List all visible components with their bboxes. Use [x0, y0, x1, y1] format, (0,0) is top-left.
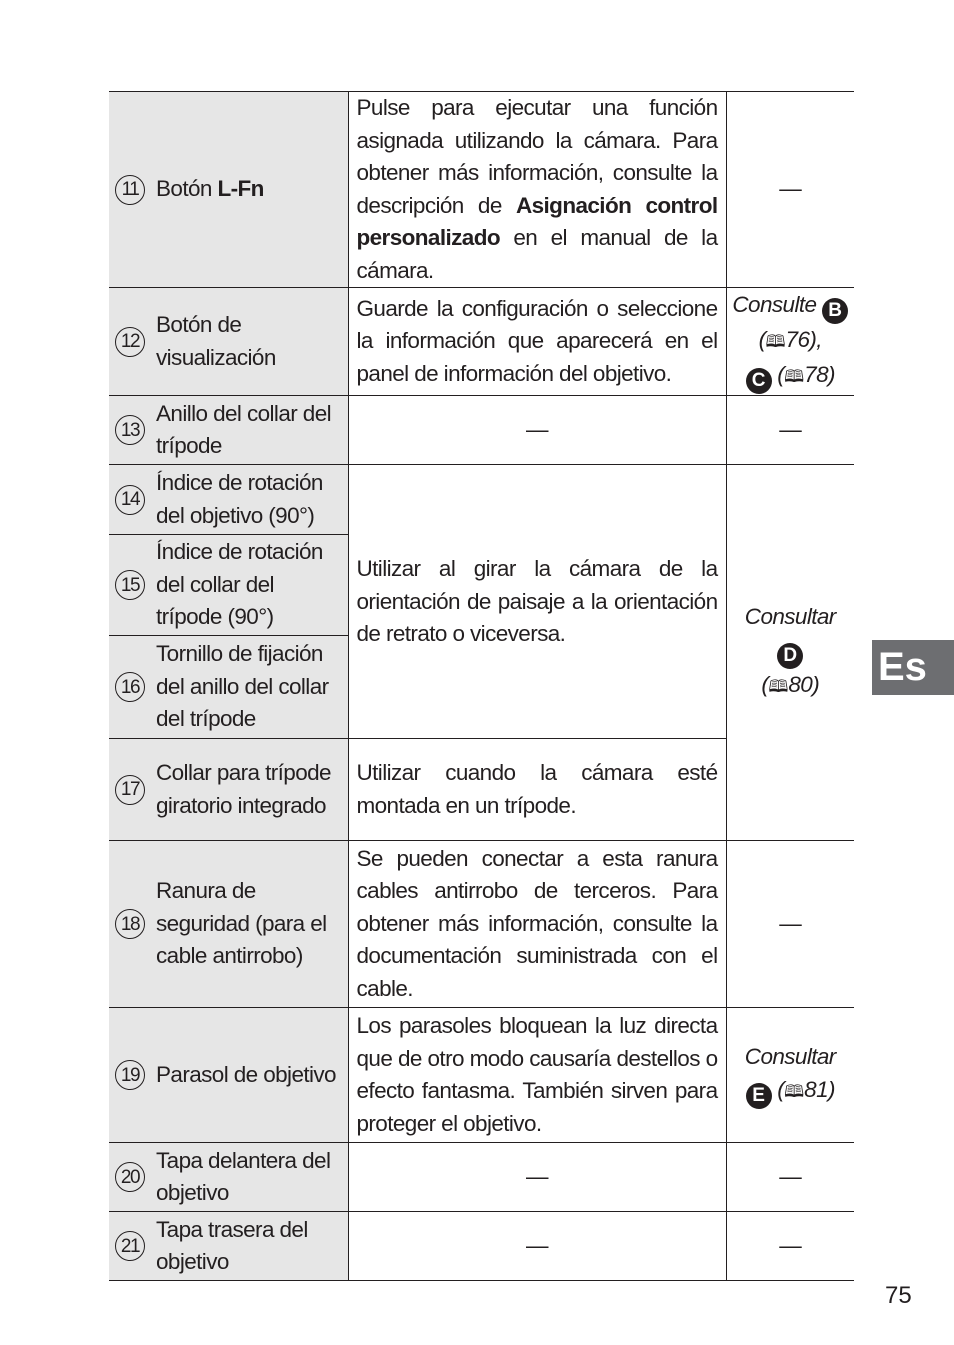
reference-text: Consulte: [732, 292, 817, 317]
part-description: Guarde la configuración o seleccione la información que aparecerá en el panel de información del objetivo.: [348, 288, 726, 396]
reference-cell: —: [726, 1143, 854, 1212]
button-name: L-Fn: [217, 176, 264, 202]
callout-number: 14: [115, 485, 145, 515]
table-row: [109, 396, 854, 465]
menu-item-name: Asignación control personalizado: [356, 192, 718, 250]
part-description: Utilizar al girar la cámara de la orientación de paisaje a la orientación de retrato o viceversa.: [348, 465, 726, 739]
part-description: Los parasoles bloquean la luz directa que de otro modo causaría destellos o efecto fantasma. También sirven para proteger el objetivo.: [348, 1008, 726, 1143]
part-name-cell: [109, 396, 348, 465]
book-icon: 🕮: [765, 332, 786, 352]
table-row: [109, 1143, 854, 1212]
part-label: Botón de visualización: [156, 312, 276, 370]
part-name-cell: [109, 535, 348, 636]
part-label: Parasol de objetivo: [156, 1061, 336, 1087]
table-row: [109, 288, 854, 396]
part-label: Índice de rotación del objetivo (90°): [156, 470, 323, 528]
part-label: Collar para trípode giratorio integrado: [156, 760, 331, 818]
callout-number: 20: [115, 1162, 145, 1192]
table-row: [109, 841, 854, 1008]
reference-page: 81: [804, 1076, 828, 1102]
reference-page: 78: [804, 361, 828, 387]
book-icon: 🕮: [768, 677, 789, 697]
part-label-text: Botón: [156, 176, 218, 202]
reference-cell: —: [726, 1212, 854, 1281]
part-name-cell: [109, 739, 348, 841]
part-label: Ranura de seguridad (para el cable antirrobo): [156, 878, 327, 969]
parts-table: [109, 91, 854, 1281]
part-description: —: [348, 396, 726, 465]
part-name-cell: [109, 1008, 348, 1143]
table-row: [109, 465, 854, 535]
part-description: —: [348, 1212, 726, 1281]
table-row: [109, 1008, 854, 1143]
reference-text: Consultar: [744, 604, 836, 630]
callout-number: 18: [115, 909, 145, 939]
part-label: Tapa trasera del objetivo: [156, 1216, 308, 1274]
section-badge-icon: E: [746, 1083, 772, 1109]
language-tab: Es: [872, 640, 954, 695]
part-label: Anillo del collar del trípode: [156, 400, 332, 458]
part-description: Se pueden conectar a esta ranura cables antirrobo de terceros. Para obtener más información, consulte la documentación suministrada con el cable.: [348, 841, 726, 1008]
callout-number: 21: [115, 1231, 145, 1261]
description-text-a: Pulse para ejecutar una función asignada utilizando la cámara. Para obtener más información, consulte la descripción de: [356, 95, 718, 218]
reference-cell: Consultar D (🕮80): [726, 465, 854, 841]
part-label: [156, 173, 348, 206]
reference-cell: —: [726, 396, 854, 465]
part-name-cell: [109, 636, 348, 739]
section-badge-icon: C: [746, 368, 772, 394]
callout-number: 15: [115, 570, 145, 600]
section-badge-icon: D: [777, 643, 803, 669]
part-name-cell: [109, 465, 348, 535]
page-number: 75: [885, 1282, 912, 1309]
reference-page: 76: [785, 327, 810, 353]
callout-number: 16: [115, 672, 145, 702]
callout-number: 17: [115, 775, 145, 805]
part-label: Índice de rotación del collar del trípode (90°): [156, 539, 323, 630]
section-badge-icon: B: [822, 298, 848, 324]
table-row: [109, 1212, 854, 1281]
reference-cell: —: [726, 841, 854, 1008]
reference-cell: Consulte B (🕮76), C (🕮78): [726, 288, 854, 396]
part-label: Tornillo de fijación del anillo del collar del trípode: [156, 641, 329, 732]
part-label: Tapa delantera del objetivo: [156, 1147, 331, 1205]
callout-number: 19: [115, 1060, 145, 1090]
part-name-cell: [109, 92, 348, 288]
part-name-cell: [109, 288, 348, 396]
part-description: —: [348, 1143, 726, 1212]
callout-number: 11: [115, 175, 145, 205]
description-text-b: en el manual de la cámara.: [356, 225, 718, 283]
book-icon: 🕮: [784, 366, 805, 386]
part-name-cell: [109, 1143, 348, 1212]
reference-cell: Consultar E (🕮81): [726, 1008, 854, 1143]
table-row: [109, 92, 854, 288]
reference-page: 80: [788, 672, 813, 698]
book-icon: 🕮: [784, 1081, 805, 1101]
part-name-cell: [109, 841, 348, 1008]
callout-number: 12: [115, 327, 145, 357]
reference-text: Consultar: [744, 1044, 836, 1070]
part-description: [348, 92, 726, 288]
part-name-cell: [109, 1212, 348, 1281]
part-description: Utilizar cuando la cámara esté montada en un trípode.: [348, 739, 726, 841]
reference-cell: —: [726, 92, 854, 288]
callout-number: 13: [115, 415, 145, 445]
